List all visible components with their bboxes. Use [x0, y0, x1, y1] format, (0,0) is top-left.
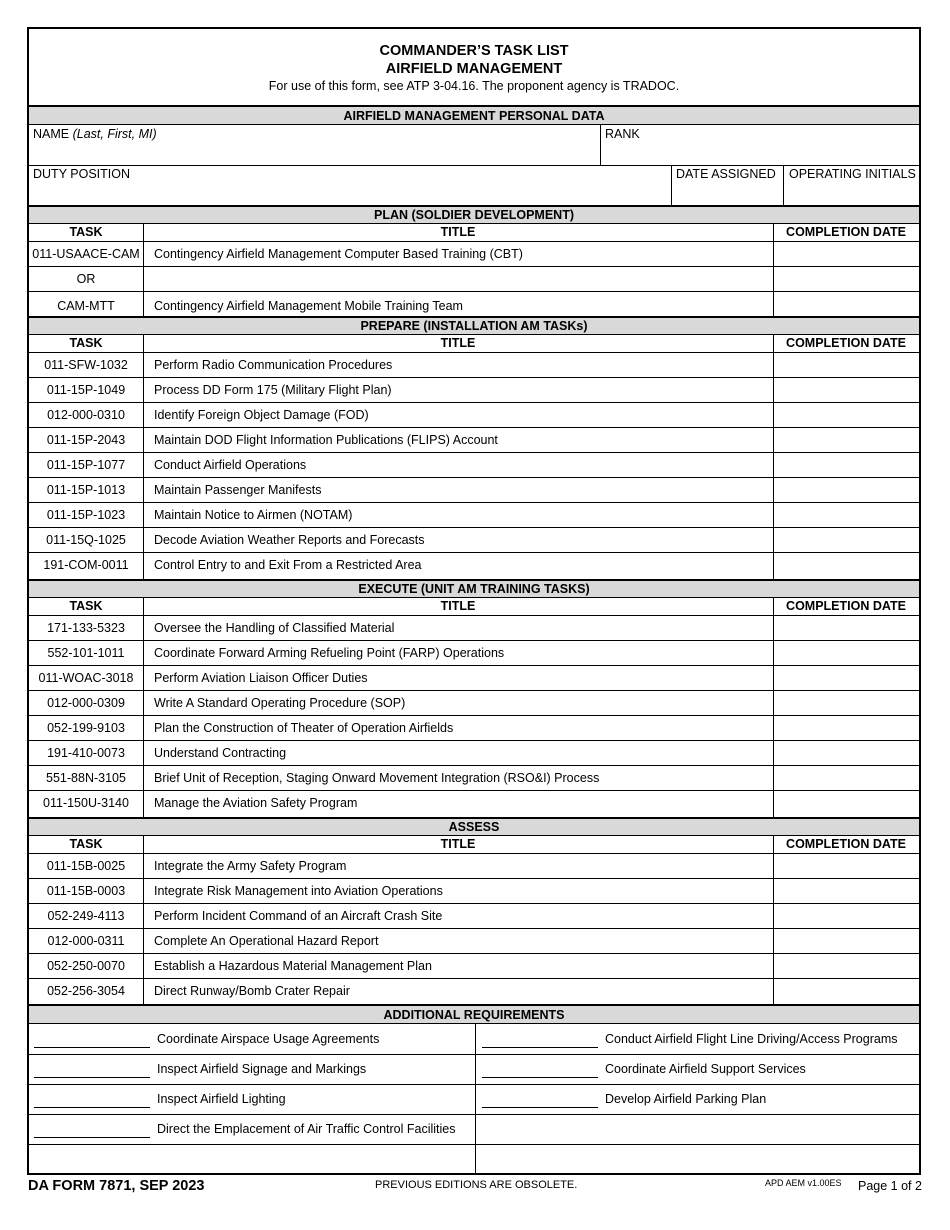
task-code: 191-COM-0011	[43, 558, 129, 572]
requirement-initials-input[interactable]	[482, 1107, 598, 1108]
completion-column-header: COMPLETION DATE	[786, 837, 906, 851]
task-code: 052-250-0070	[47, 959, 125, 973]
task-column-header: TASK	[69, 336, 103, 350]
table-row	[29, 242, 919, 267]
form-usage-note: For use of this form, see ATP 3-04.16. The proponent agency is TRADOC.	[268, 79, 680, 93]
assess-table	[29, 836, 919, 1005]
prepare-table	[29, 335, 919, 580]
table-row	[29, 716, 919, 741]
task-title: Perform Aviation Liaison Officer Duties	[154, 671, 368, 685]
completion-date-input[interactable]	[774, 691, 919, 715]
additional-requirements-grid	[29, 1024, 919, 1175]
task-code: 011-15B-0003	[46, 884, 126, 898]
title-column-header: TITLE	[440, 837, 476, 851]
task-title: Decode Aviation Weather Reports and Forecasts	[154, 533, 425, 547]
requirement-initials-input[interactable]	[34, 1107, 150, 1108]
form-subtitle-title: AIRFIELD MANAGEMENT	[385, 61, 563, 77]
additional-requirements-title: ADDITIONAL REQUIREMENTS	[29, 1004, 919, 1024]
completion-date-input[interactable]	[774, 242, 919, 266]
task-column-header: TASK	[69, 837, 103, 851]
name-input[interactable]	[29, 126, 599, 165]
duty-position-label: DUTY POSITION	[33, 167, 131, 181]
completion-date-input[interactable]	[774, 904, 919, 928]
form-id: DA FORM 7871, SEP 2023	[28, 1178, 205, 1194]
task-title: Brief Unit of Reception, Staging Onward Movement Integration (RSO&I) Process	[154, 771, 600, 785]
completion-date-input[interactable]	[774, 791, 919, 815]
operating-initials-input[interactable]	[784, 166, 919, 205]
task-title: Perform Radio Communication Procedures	[154, 358, 393, 372]
completion-column-header: COMPLETION DATE	[786, 336, 906, 350]
task-title: Oversee the Handling of Classified Material	[154, 621, 395, 635]
task-code: 011-USAACE-CAM	[32, 247, 140, 261]
table-row	[29, 879, 919, 904]
requirement-label: Coordinate Airspace Usage Agreements	[157, 1032, 380, 1046]
task-code: 012-000-0310	[47, 408, 125, 422]
task-title: Direct Runway/Bomb Crater Repair	[154, 984, 350, 998]
task-code: 011-15P-1049	[46, 383, 126, 397]
requirement-label: Coordinate Airfield Support Services	[605, 1062, 806, 1076]
requirement-initials-input[interactable]	[34, 1137, 150, 1138]
table-row	[29, 616, 919, 641]
table-row	[29, 528, 919, 553]
table-row	[29, 854, 919, 879]
task-title: Maintain Notice to Airmen (NOTAM)	[154, 508, 353, 522]
table-row	[29, 378, 919, 403]
task-code: OR	[76, 272, 96, 286]
completion-date-input[interactable]	[774, 403, 919, 427]
duty-position-input[interactable]	[29, 166, 670, 205]
requirement-label: Conduct Airfield Flight Line Driving/Access Programs	[605, 1032, 898, 1046]
table-row	[29, 428, 919, 453]
task-code: 552-101-1011	[47, 646, 125, 660]
table-row	[29, 403, 919, 428]
requirement-initials-input[interactable]	[482, 1077, 598, 1078]
table-row	[29, 904, 919, 929]
task-code: 011-15P-1023	[46, 508, 126, 522]
task-code: 011-SFW-1032	[44, 358, 128, 372]
completion-date-input[interactable]	[774, 478, 919, 502]
task-title: Maintain Passenger Manifests	[154, 483, 322, 497]
task-code: 052-249-4113	[47, 909, 125, 923]
task-title: Write A Standard Operating Procedure (SOP)	[154, 696, 406, 710]
completion-date-input[interactable]	[774, 453, 919, 477]
plan-section-title: PLAN (SOLDIER DEVELOPMENT)	[29, 205, 919, 224]
execute-table	[29, 598, 919, 818]
table-row	[29, 292, 919, 318]
task-code: 011-15P-1013	[46, 483, 126, 497]
date-assigned-input[interactable]	[672, 166, 782, 205]
completion-date-input[interactable]	[774, 267, 919, 291]
rank-input[interactable]	[601, 126, 919, 165]
table-row	[29, 791, 919, 816]
title-column-header: TITLE	[440, 225, 476, 239]
task-code: 052-256-3054	[47, 984, 125, 998]
task-title: Coordinate Forward Arming Refueling Point (FARP) Operations	[154, 646, 505, 660]
table-row	[29, 979, 919, 1004]
task-code: 191-410-0073	[47, 746, 125, 760]
task-column-header: TASK	[69, 225, 103, 239]
completion-date-input[interactable]	[774, 766, 919, 790]
completion-date-input[interactable]	[774, 428, 919, 452]
task-column-header: TASK	[69, 599, 103, 613]
completion-column-header: COMPLETION DATE	[786, 599, 906, 613]
completion-date-input[interactable]	[774, 528, 919, 552]
task-code: 011-15P-1077	[46, 458, 126, 472]
task-code: 011-150U-3140	[43, 796, 129, 810]
task-code: 011-15P-2043	[46, 433, 126, 447]
task-title: Plan the Construction of Theater of Operation Airfields	[154, 721, 454, 735]
execute-section-title: EXECUTE (UNIT AM TRAINING TASKS)	[29, 579, 919, 598]
task-code: 012-000-0311	[47, 934, 125, 948]
task-title: Integrate Risk Management into Aviation Operations	[154, 884, 443, 898]
table-row	[29, 741, 919, 766]
table-row	[29, 353, 919, 378]
task-title: Conduct Airfield Operations	[154, 458, 307, 472]
operating-initials-label: OPERATING INITIALS	[789, 167, 916, 181]
requirement-label: Direct the Emplacement of Air Traffic Control Facilities	[157, 1122, 456, 1136]
requirement-initials-input[interactable]	[34, 1047, 150, 1048]
table-row	[29, 478, 919, 503]
requirement-initials-input[interactable]	[34, 1077, 150, 1078]
task-title: Manage the Aviation Safety Program	[154, 796, 358, 810]
table-row	[29, 503, 919, 528]
task-title: Identify Foreign Object Damage (FOD)	[154, 408, 369, 422]
task-title: Control Entry to and Exit From a Restricted Area	[154, 558, 422, 572]
task-title: Process DD Form 175 (Military Flight Plan)	[154, 383, 392, 397]
obsolete-notice: PREVIOUS EDITIONS ARE OBSOLETE.	[375, 1179, 578, 1191]
task-title: Integrate the Army Safety Program	[154, 859, 347, 873]
table-row	[29, 453, 919, 478]
assess-section-title: ASSESS	[29, 817, 919, 836]
title-column-header: TITLE	[440, 599, 476, 613]
task-code: 171-133-5323	[47, 621, 125, 635]
task-list-form	[27, 27, 921, 1175]
form-title: COMMANDER’S TASK LIST	[379, 43, 569, 59]
form-header	[29, 29, 919, 106]
personal-data-section-title: AIRFIELD MANAGEMENT PERSONAL DATA	[29, 105, 919, 125]
table-row	[29, 766, 919, 791]
completion-date-input[interactable]	[774, 503, 919, 527]
task-code: 011-15Q-1025	[46, 533, 126, 547]
table-row	[29, 954, 919, 979]
task-title: Contingency Airfield Management Mobile Training Team	[154, 299, 463, 313]
task-code: 012-000-0309	[47, 696, 125, 710]
task-code: 551-88N-3105	[46, 771, 126, 785]
completion-date-input[interactable]	[774, 929, 919, 953]
table-row	[29, 267, 919, 292]
table-row	[29, 691, 919, 716]
form-version: APD AEM v1.00ES	[765, 1178, 842, 1188]
rank-field-label: RANK	[605, 127, 640, 141]
prepare-section-title: PREPARE (INSTALLATION AM TASKs)	[29, 316, 919, 335]
completion-date-input[interactable]	[774, 954, 919, 978]
task-code: CAM-MTT	[57, 299, 115, 313]
completion-column-header: COMPLETION DATE	[786, 225, 906, 239]
task-title: Understand Contracting	[154, 746, 287, 760]
date-assigned-label: DATE ASSIGNED	[676, 167, 776, 181]
completion-date-input[interactable]	[774, 378, 919, 402]
requirement-label: Inspect Airfield Lighting	[157, 1092, 286, 1106]
requirement-label: Develop Airfield Parking Plan	[605, 1092, 767, 1106]
completion-date-input[interactable]	[774, 292, 919, 317]
completion-date-input[interactable]	[774, 979, 919, 1003]
task-title: Establish a Hazardous Material Management Plan	[154, 959, 432, 973]
completion-date-input[interactable]	[774, 741, 919, 765]
completion-date-input[interactable]	[774, 616, 919, 640]
completion-date-input[interactable]	[774, 854, 919, 878]
completion-date-input[interactable]	[774, 879, 919, 903]
task-title: Maintain DOD Flight Information Publications (FLIPS) Account	[154, 433, 498, 447]
requirement-label: Inspect Airfield Signage and Markings	[157, 1062, 367, 1076]
table-row	[29, 929, 919, 954]
completion-date-input[interactable]	[774, 553, 919, 577]
task-code: 011-15B-0025	[46, 859, 126, 873]
requirement-initials-input[interactable]	[482, 1047, 598, 1048]
table-row	[29, 553, 919, 578]
task-code: 011-WOAC-3018	[38, 671, 134, 685]
task-code: 052-199-9103	[47, 721, 125, 735]
task-title: Contingency Airfield Management Computer Based Training (CBT)	[154, 247, 523, 261]
completion-date-input[interactable]	[774, 353, 919, 377]
page-number: Page 1 of 2	[858, 1179, 922, 1193]
name-field-label: NAME (Last, First, MI)	[33, 127, 157, 141]
title-column-header: TITLE	[440, 336, 476, 350]
table-row	[29, 641, 919, 666]
task-title: Complete An Operational Hazard Report	[154, 934, 379, 948]
completion-date-input[interactable]	[774, 641, 919, 665]
completion-date-input[interactable]	[774, 666, 919, 690]
task-title: Perform Incident Command of an Aircraft Crash Site	[154, 909, 443, 923]
completion-date-input[interactable]	[774, 716, 919, 740]
table-row	[29, 666, 919, 691]
